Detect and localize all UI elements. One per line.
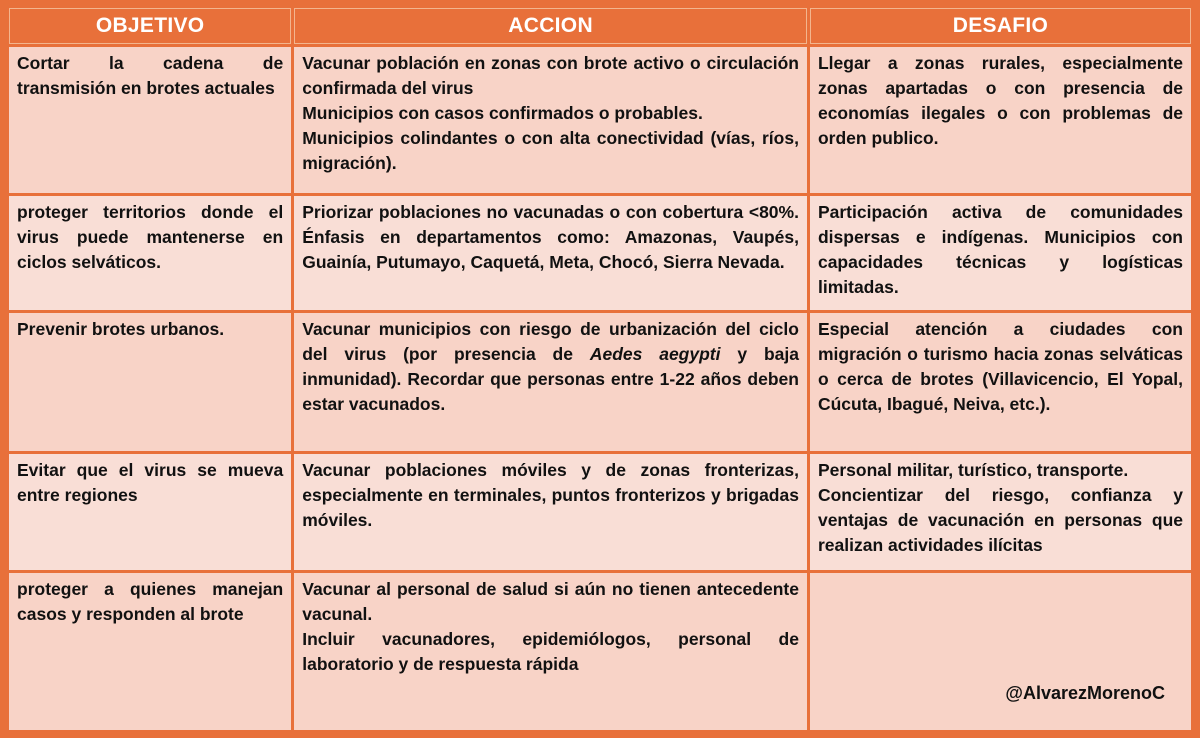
cell-objetivo: proteger territorios donde el virus puede mantenerse en ciclos selváticos. <box>9 196 291 310</box>
table-row <box>9 573 1191 730</box>
table-row <box>9 47 1191 193</box>
cell-desafio: Especial atención a ciudades con migración o turismo hacia zonas selváticas o cerca de brotes (Villavicencio, El Yopal, Cúcuta, Ibagué, Neiva, etc.). <box>810 313 1191 451</box>
cell-desafio <box>810 454 1191 570</box>
cell-desafio: Participación activa de comunidades dispersas e indígenas. Municipios con capacidades técnicas y logísticas limitadas. <box>810 196 1191 310</box>
cell-accion: Priorizar poblaciones no vacunadas o con cobertura <80%. Énfasis en departamentos como: Amazonas, Vaupés, Guainía, Putumayo, Caquetá, Meta, Chocó, Sierra Nevada. <box>294 196 807 310</box>
cell-accion <box>294 573 807 730</box>
cell-desafio: Llegar a zonas rurales, especialmente zonas apartadas o con presencia de economías ilegales o con problemas de orden publico. <box>810 47 1191 193</box>
header-objetivo: OBJETIVO <box>9 8 291 44</box>
species-name: Aedes aegypti <box>589 344 721 364</box>
text-line: Incluir vacunadores, epidemiólogos, personal de laboratorio y de respuesta rápida <box>302 629 799 674</box>
cell-objetivo: Evitar que el virus se mueva entre regiones <box>9 454 291 570</box>
strategy-table <box>6 5 1194 733</box>
text-line: Municipios con casos confirmados o probables. <box>302 103 703 123</box>
cell-accion: Vacunar poblaciones móviles y de zonas fronterizas, especialmente en terminales, puntos fronterizos y brigadas móviles. <box>294 454 807 570</box>
cell-accion <box>294 313 807 451</box>
text-line: Municipios colindantes o con alta conectividad (vías, ríos, migración). <box>302 128 799 173</box>
text-line: Personal militar, turístico, transporte. <box>817 460 1129 480</box>
header-desafio: DESAFIO <box>810 8 1191 44</box>
text-line: Concientizar del riesgo, confianza y ventajas de vacunación en personas que realizan actividades ilícitas <box>817 485 1183 555</box>
header-accion: ACCION <box>294 8 807 44</box>
table-row <box>9 196 1191 310</box>
accion-text-part: y baja inmunidad). Recordar que personas entre 1-22 años deben estar vacunados. <box>302 344 799 414</box>
cell-objetivo: Cortar la cadena de transmisión en brotes actuales <box>9 47 291 193</box>
cell-accion <box>294 47 807 193</box>
author-handle: @AlvarezMorenoC <box>1005 683 1165 703</box>
text-line: Vacunar población en zonas con brote activo o circulación confirmada del virus <box>302 53 799 98</box>
table-row <box>9 454 1191 570</box>
cell-objetivo: proteger a quienes manejan casos y responden al brote <box>9 573 291 730</box>
header-row <box>9 8 1191 44</box>
table-row <box>9 313 1191 451</box>
cell-objetivo: Prevenir brotes urbanos. <box>9 313 291 451</box>
text-line: Vacunar al personal de salud si aún no tienen antecedente vacunal. <box>302 579 799 624</box>
accion-text-part: Vacunar municipios con riesgo de urbanización del ciclo del virus (por presencia de <box>302 319 799 364</box>
cell-desafio <box>810 573 1191 730</box>
